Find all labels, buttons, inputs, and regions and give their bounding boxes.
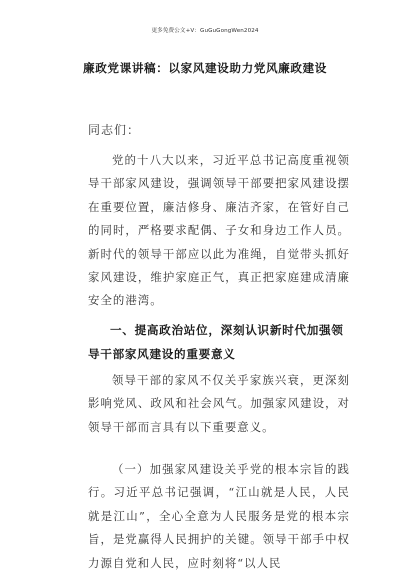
section-heading-1: 一、提高政治站位，深刻认识新时代加强领导干部家风建设的重要意义	[88, 323, 344, 361]
paragraph-intro: 党的十八大以来，习近平总书记高度重视领导干部家风建设，强调领导干部要把家风建设摆在重要位置，廉洁修身、廉洁齐家，在管好自己的同时，严格要求配偶、子女和身边工作人员。新时代的领导干部应以此为准绳，自觉带头抓好家风建设，维护家庭正气，真正把家庭建成清廉安全的港湾。	[88, 153, 350, 308]
greeting: 同志们：	[88, 123, 141, 137]
paragraph-subsection-1: （一）加强家风建设关乎党的根本宗旨的践行。习近平总书记强调，“江山就是人民，人民就是江山”，全心全意为人民服务是党的根本宗旨，是党赢得人民拥护的关键。领导干部手中权力源自党和人民，应时刻将“以人民	[88, 462, 350, 570]
document-title: 廉政党课讲稿：以家风建设助力党风廉政建设	[83, 61, 327, 75]
paragraph-significance: 领导干部的家风不仅关乎家族兴衰，更深刻影响党风、政风和社会风气。加强家风建设，对领导干部而言具有以下重要意义。	[88, 373, 350, 434]
header-note: 更多免费公文+V：GuGuGongWen2024	[151, 28, 259, 34]
